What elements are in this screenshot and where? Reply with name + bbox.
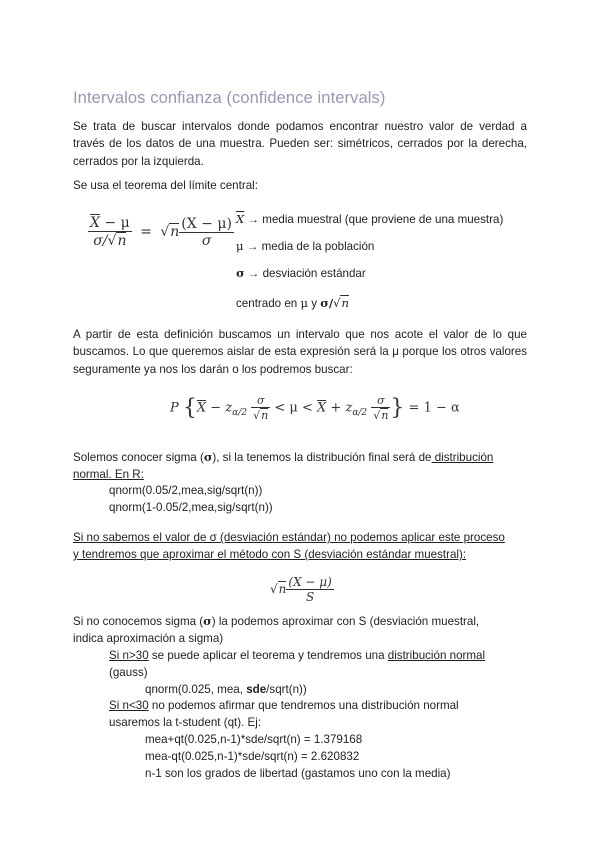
gauss-text: (gauss) <box>109 666 148 679</box>
definition-std-dev: σ → desviación estándar <box>236 266 366 280</box>
intro-paragraph: Se trata de buscar intervalos donde podamos encontrar nuestro valor de verdad a través de los datos de una muestra. Pueden ser: simétricos, cerrados por la derecha, cerrados por la izquierda. <box>73 120 527 168</box>
formula-interval: P {$\overline{X} - z_{\alpha/2}$ $\frac{\sigma}{√n}$ < $\mu < \overline{X} + z_{\alpha/2}$ $\frac{\sigma}{√n}$ } = 1 − α <box>170 394 460 422</box>
example-2: mea-qt(0.025,n-1)*sde/sqrt(n) = 2.620832 <box>145 750 360 763</box>
unknown-sigma-line2: y tendremos que aproximar el método con S (desviación estándar muestral): <box>73 548 467 561</box>
code-qnorm-1: qnorm(0.05/2,mea,sig/sqrt(n)) <box>109 484 263 497</box>
approx-line2: indica aproximación a sigma) <box>73 632 224 645</box>
known-sigma-line1: Solemos conocer sigma (σ), si la tenemos la distribución final será de distribución <box>73 450 494 464</box>
tstudent-text: usaremos la t-student (qt). Ej: <box>109 716 262 729</box>
n-lt-30-line: Si n<30 no podemos afirmar que tendremos una distribución normal <box>109 699 459 712</box>
definition-sample-mean: $\overline{X}$ → media muestral (que proviene de una muestra) <box>236 212 504 226</box>
formula-clt: $\frac{\overline{X} - \mu}{\sigma/√n}$ = √n $\frac{(X - \mu)}{\sigma}$ <box>90 215 232 249</box>
approx-line1: Si no conocemos sigma (σ) la podemos aproximar con S (desviación muestral, <box>73 614 480 628</box>
example-1: mea+qt(0.025,n-1)*sde/sqrt(n) = 1.379168 <box>145 733 363 746</box>
formula-s: √n $\frac{(X - \mu)}{S}$ <box>270 575 332 604</box>
page-title: Intervalos confianza (confidence intervals) <box>73 89 386 107</box>
known-sigma-line2: normal. En R: <box>73 468 144 481</box>
code-qnorm-sde: qnorm(0.025, mea, sde/sqrt(n)) <box>145 683 307 696</box>
partir-paragraph: A partir de esta definición buscamos un intervalo que nos acote el valor de lo que buscamos. Lo que queremos aislar de esta expresión será la μ porque los otros valores seguramente ya nos los darán o los podremos buscar: <box>73 328 527 376</box>
centered-text: centrado en μ y σ/√n <box>236 296 349 310</box>
definition-population-mean: μ → media de la población <box>236 239 375 253</box>
code-qnorm-2: qnorm(1-0.05/2,mea,sig/sqrt(n)) <box>109 501 273 514</box>
n-gt-30-line: Si n>30 se puede aplicar el teorema y tendremos una distribución normal <box>109 649 486 662</box>
tlc-text: Se usa el teorema del límite central: <box>73 179 258 192</box>
example-3: n-1 son los grados de libertad (gastamos uno con la media) <box>145 767 451 780</box>
unknown-sigma-line1: Si no sabemos el valor de σ (desviación estándar) no podemos aplicar este proceso <box>73 531 505 544</box>
